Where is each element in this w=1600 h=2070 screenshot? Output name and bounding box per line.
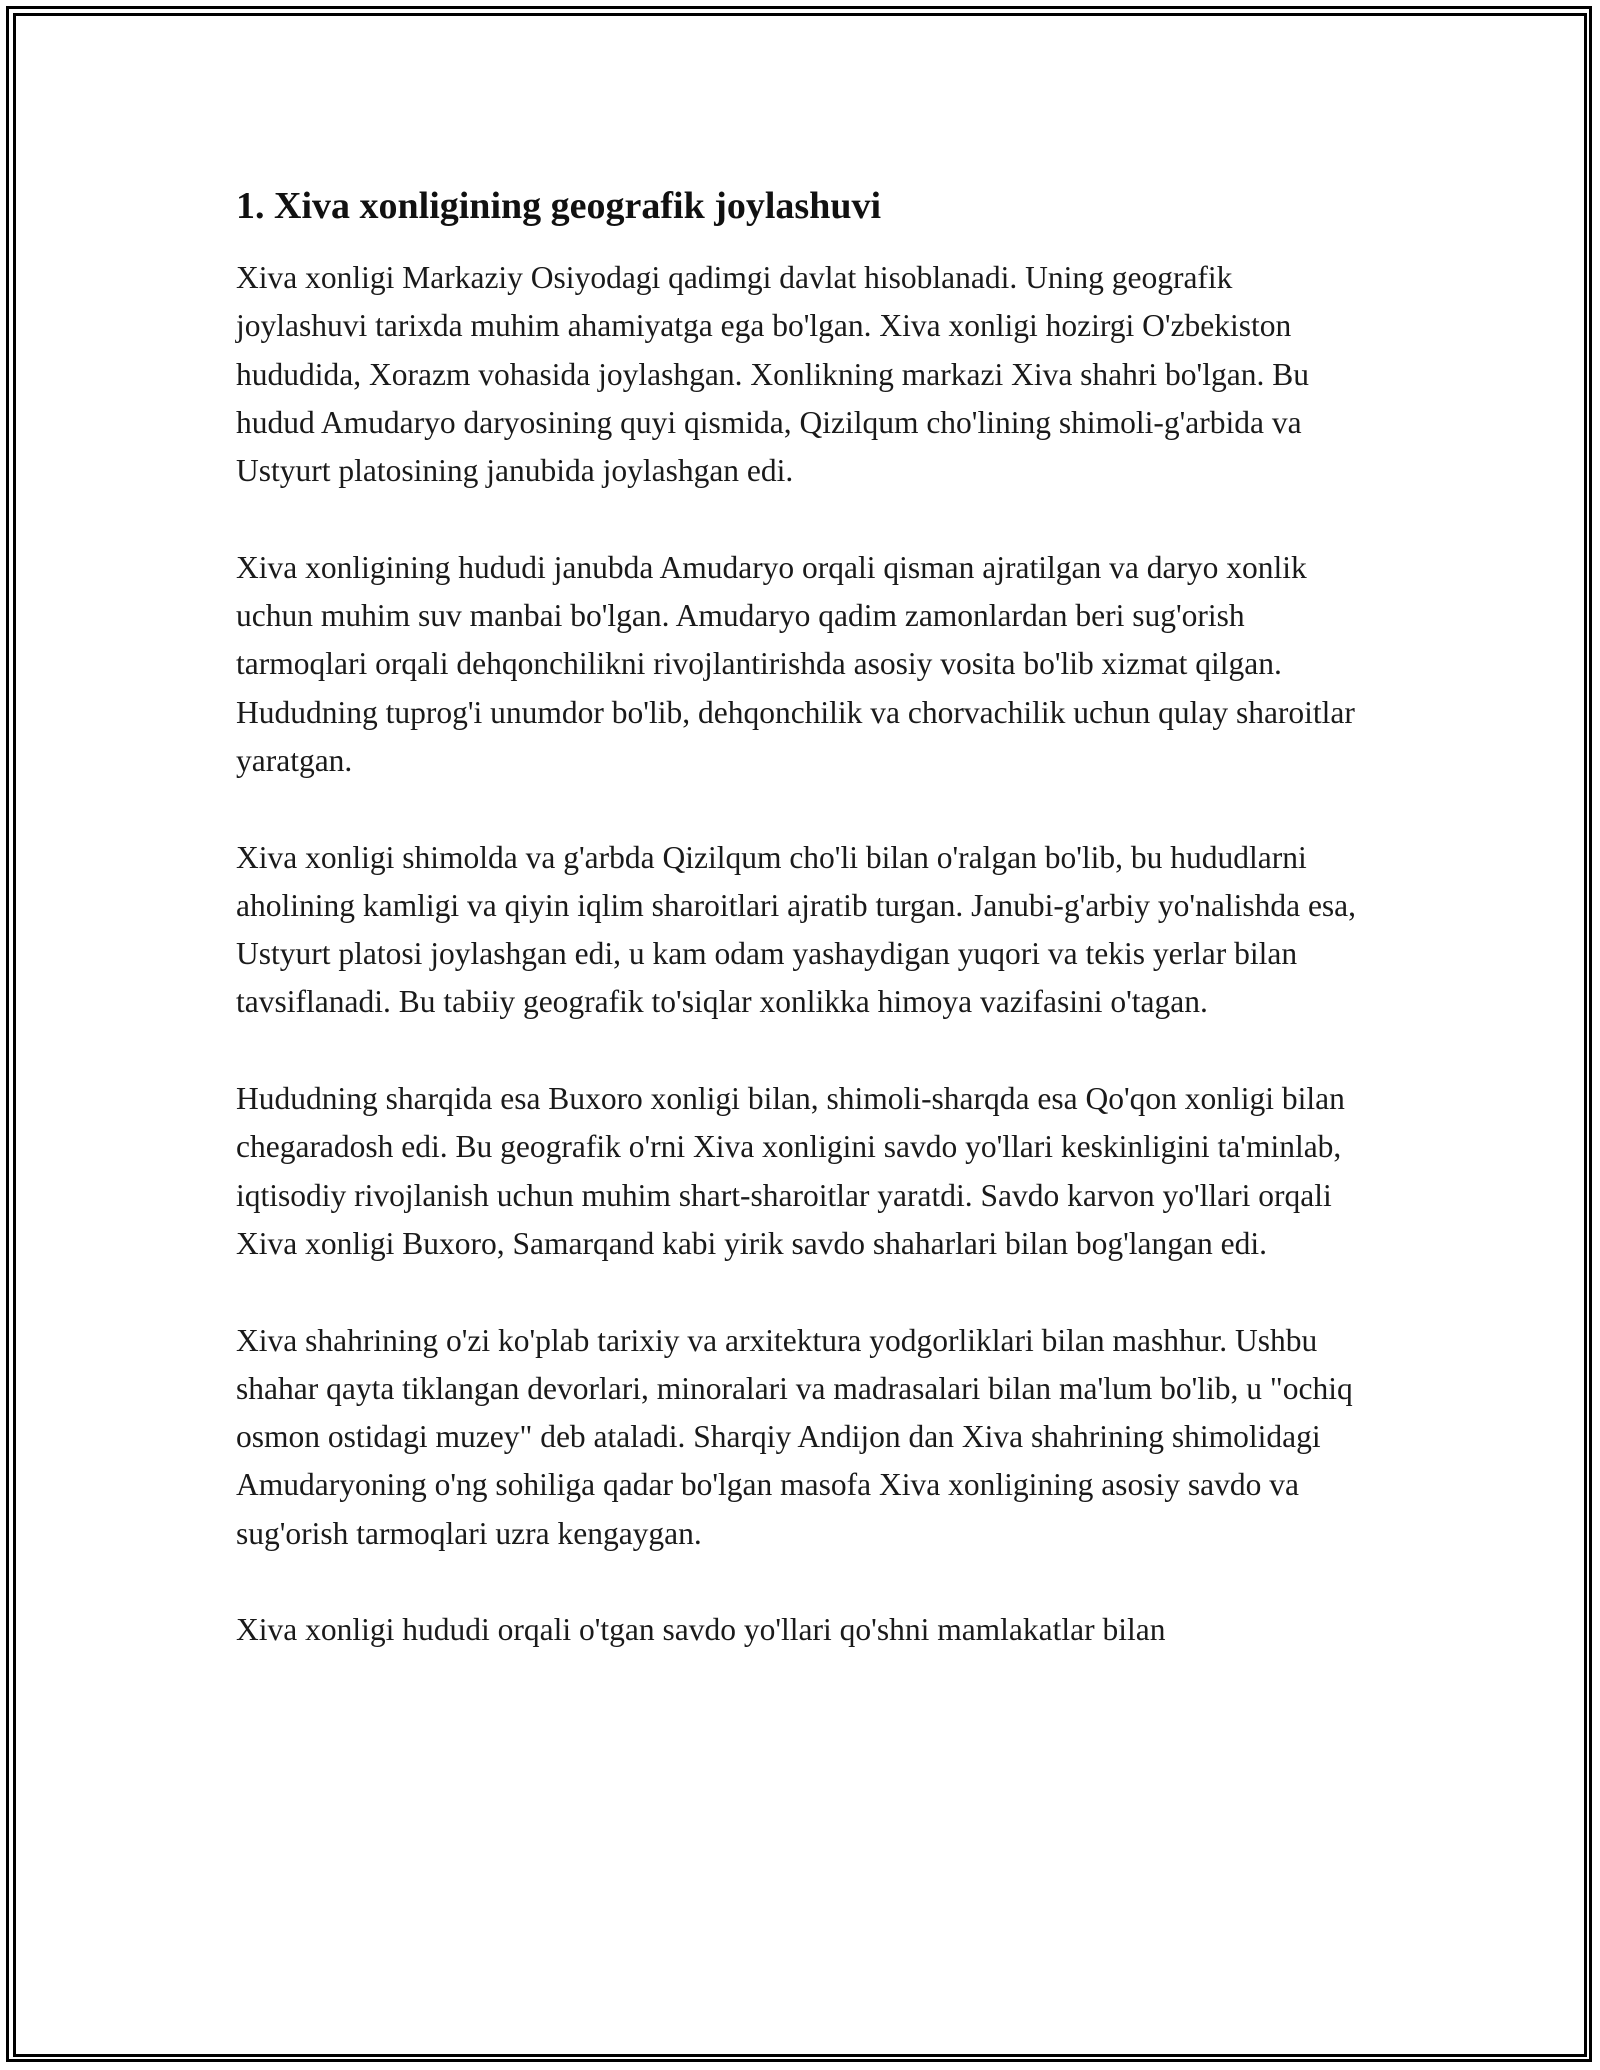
paragraph-6: Xiva xonligi hududi orqali o'tgan savdo yo'llari qo'shni mamlakatlar bilan: [236, 1612, 1166, 1648]
paragraph-3: Xiva xonligi shimolda va g'arbda Qizilqum cho'li bilan o'ralgan bo'lib, bu hududlarni aholining kamligi va qiyin iqlim sharoitlari ajratib turgan. Janubi-g'arbiy yo'nalishda esa, Ustyurt platosi joylashgan edi, u kam odam yashaydigan yuqori va tekis yerlar bilan tavsiflanadi. Bu tabiiy geografik to'siqlar xonlikka himoya vazifasini o'tagan.: [236, 839, 1357, 1020]
section-heading: 1. Xiva xonligining geografik joylashuvi: [236, 185, 882, 227]
document-body: [236, 182, 1366, 1703]
paragraph-5: Xiva shahrining o'zi ko'plab tarixiy va arxitektura yodgorliklari bilan mashhur. Ushbu shahar qayta tiklangan devorlari, minoralari va madrasalari bilan ma'lum bo'lib, u "ochiq osmon ostidagi muzey" deb ataladi. Sharqiy Andijon dan Xiva shahrining shimolidagi Amudaryoning o'ng sohiliga qadar bo'lgan masofa Xiva xonligining asosiy savdo va sug'orish tarmoqlari uzra kengaygan.: [236, 1322, 1353, 1551]
paragraph-1: Xiva xonligi Markaziy Osiyodagi qadimgi davlat hisoblanadi. Uning geografik joylashuvi tarixda muhim ahamiyatga ega bo'lgan. Xiva xonligi hozirgi O'zbekiston hududida, Xorazm vohasida joylashgan. Xonlikning markazi Xiva shahri bo'lgan. Bu hudud Amudaryo daryosining quyi qismida, Qizilqum cho'lining shimoli-g'arbida va Ustyurt platosining janubida joylashgan edi.: [236, 260, 1309, 489]
paragraph-4: Hududning sharqida esa Buxoro xonligi bilan, shimoli-sharqda esa Qo'qon xonligi bilan chegaradosh edi. Bu geografik o'rni Xiva xonligini savdo yo'llari keskinligini ta'minlab, iqtisodiy rivojlanish uchun muhim shart-sharoitlar yaratdi. Savdo karvon yo'llari orqali Xiva xonligi Buxoro, Samarqand kabi yirik savdo shaharlari bilan bog'langan edi.: [236, 1081, 1345, 1261]
paragraph-2: Xiva xonligining hududi janubda Amudaryo orqali qisman ajratilgan va daryo xonlik uchun muhim suv manbai bo'lgan. Amudaryo qadim zamonlardan beri sug'orish tarmoqlari orqali dehqonchilikni rivojlantirishda asosiy vosita bo'lib xizmat qilgan. Hududning tuprog'i unumdor bo'lib, dehqonchilik va chorvachilik uchun qulay sharoitlar yaratgan.: [236, 549, 1355, 778]
